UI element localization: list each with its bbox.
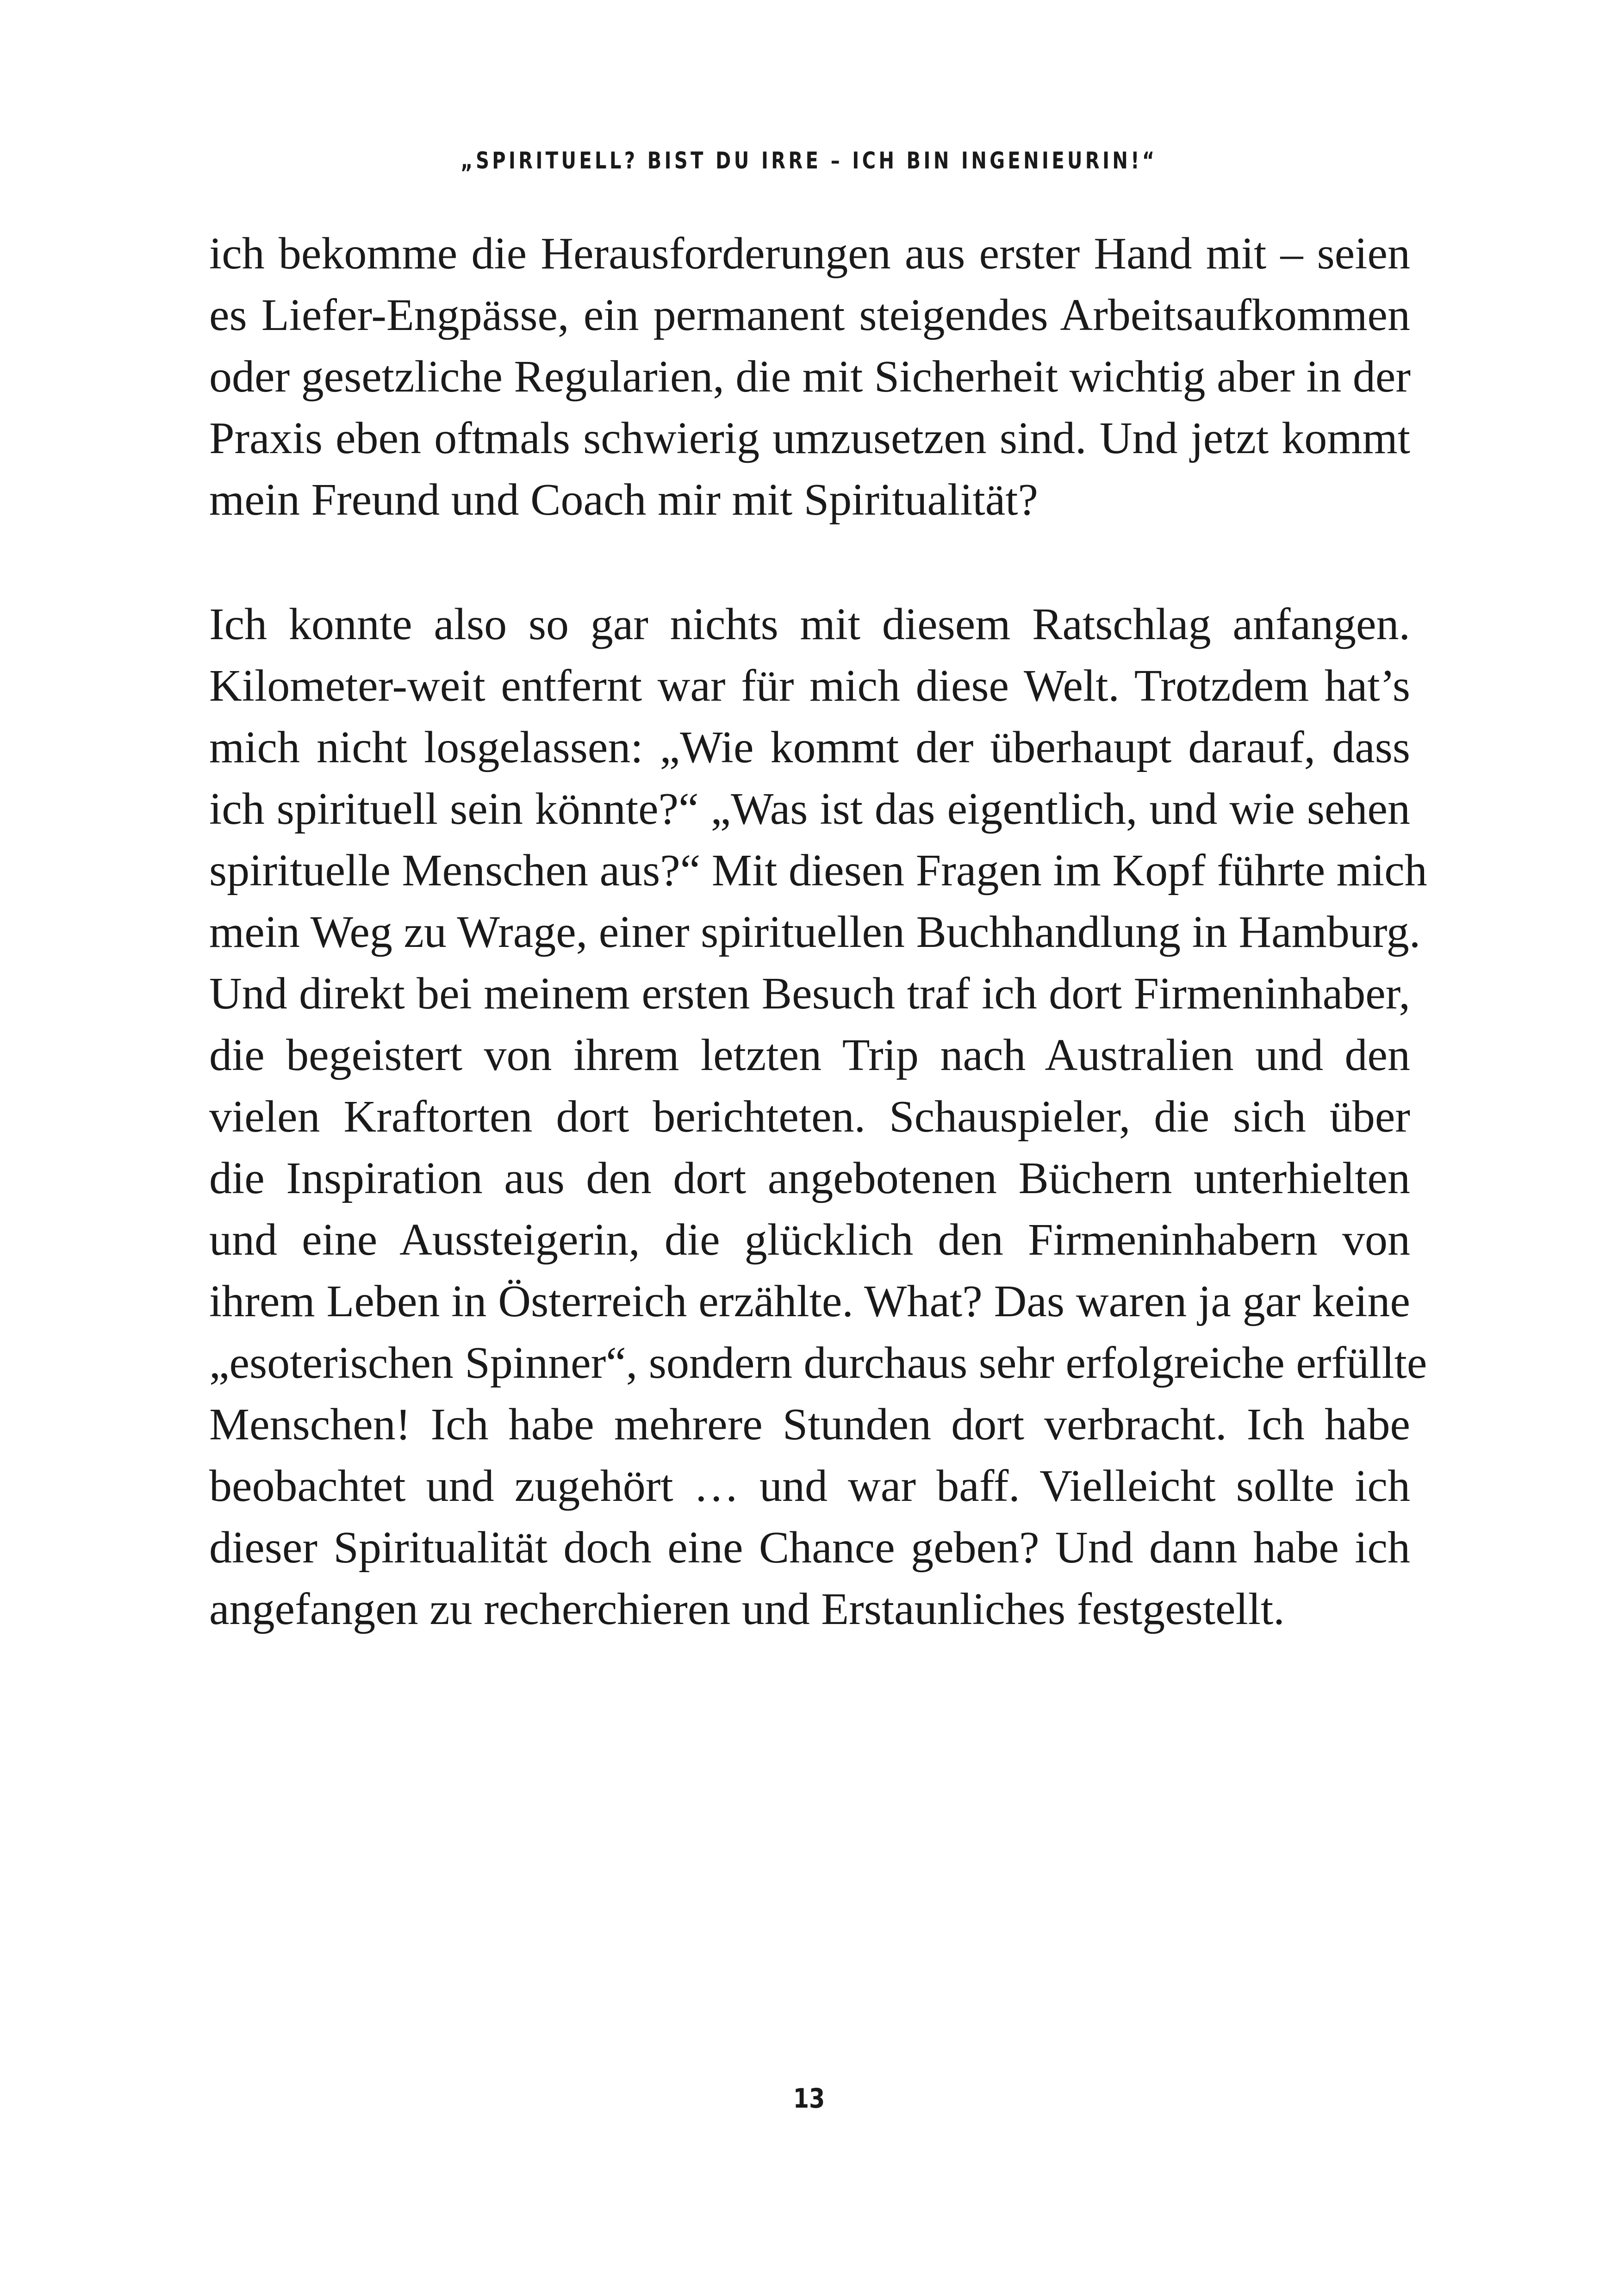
text-line: mich nicht losgelassen: „Wie kommt der überhaupt darauf, dass xyxy=(209,722,1410,772)
text-line: ich bekomme die Herausforderungen aus erster Hand mit – seien xyxy=(209,229,1410,279)
text-line: Ich konnte also so gar nichts mit diesem Ratschlag anfangen. xyxy=(209,599,1410,649)
page-number: 13 xyxy=(793,2083,825,2114)
text-line: Praxis eben oftmals schwierig umzusetzen sind. Und jetzt kommt xyxy=(209,413,1410,463)
text-line: mein Weg zu Wrage, einer spirituellen Buchhandlung in Hamburg. xyxy=(209,907,1421,957)
text-line: und eine Aussteigerin, die glücklich den Firmeninhabern von xyxy=(209,1215,1410,1265)
text-line: „esoterischen Spinner“, sondern durchaus sehr erfolgreiche erfüllte xyxy=(209,1338,1427,1388)
paragraph-1 xyxy=(209,223,1410,531)
paragraph-2 xyxy=(209,594,1427,1640)
text-line: Menschen! Ich habe mehrere Stunden dort verbracht. Ich habe xyxy=(209,1400,1410,1450)
text-line: spirituelle Menschen aus?“ Mit diesen Fragen im Kopf führte mich xyxy=(209,846,1427,896)
text-line: beobachtet und zugehört … und war baff. Vielleicht sollte ich xyxy=(209,1461,1410,1511)
text-line: oder gesetzliche Regularien, die mit Sicherheit wichtig aber in der xyxy=(209,352,1411,402)
text-line: angefangen zu recherchieren und Erstaunliches festgestellt. xyxy=(209,1584,1285,1634)
text-line: mein Freund und Coach mir mit Spiritualität? xyxy=(209,475,1038,525)
text-line: ich spirituell sein könnte?“ „Was ist das eigentlich, und wie sehen xyxy=(209,784,1410,834)
text-line: Kilometer-weit entfernt war für mich diese Welt. Trotzdem hat’s xyxy=(209,661,1410,711)
text-line: dieser Spiritualität doch eine Chance geben? Und dann habe ich xyxy=(209,1523,1410,1573)
text-line: die Inspiration aus den dort angebotenen Büchern unterhielten xyxy=(209,1153,1410,1203)
text-line: vielen Kraftorten dort berichteten. Schauspieler, die sich über xyxy=(209,1092,1410,1142)
text-line: ihrem Leben in Österreich erzählte. What? Das waren ja gar keine xyxy=(209,1276,1410,1326)
text-line: die begeistert von ihrem letzten Trip nach Australien und den xyxy=(209,1030,1410,1080)
running-header: „SPIRITUELL? BIST DU IRRE – ICH BIN INGENIEURIN!“ xyxy=(461,147,1157,174)
text-line: es Liefer-Engpässe, ein permanent steigendes Arbeitsaufkommen xyxy=(209,290,1410,340)
text-line: Und direkt bei meinem ersten Besuch traf ich dort Firmeninhaber, xyxy=(209,969,1410,1019)
